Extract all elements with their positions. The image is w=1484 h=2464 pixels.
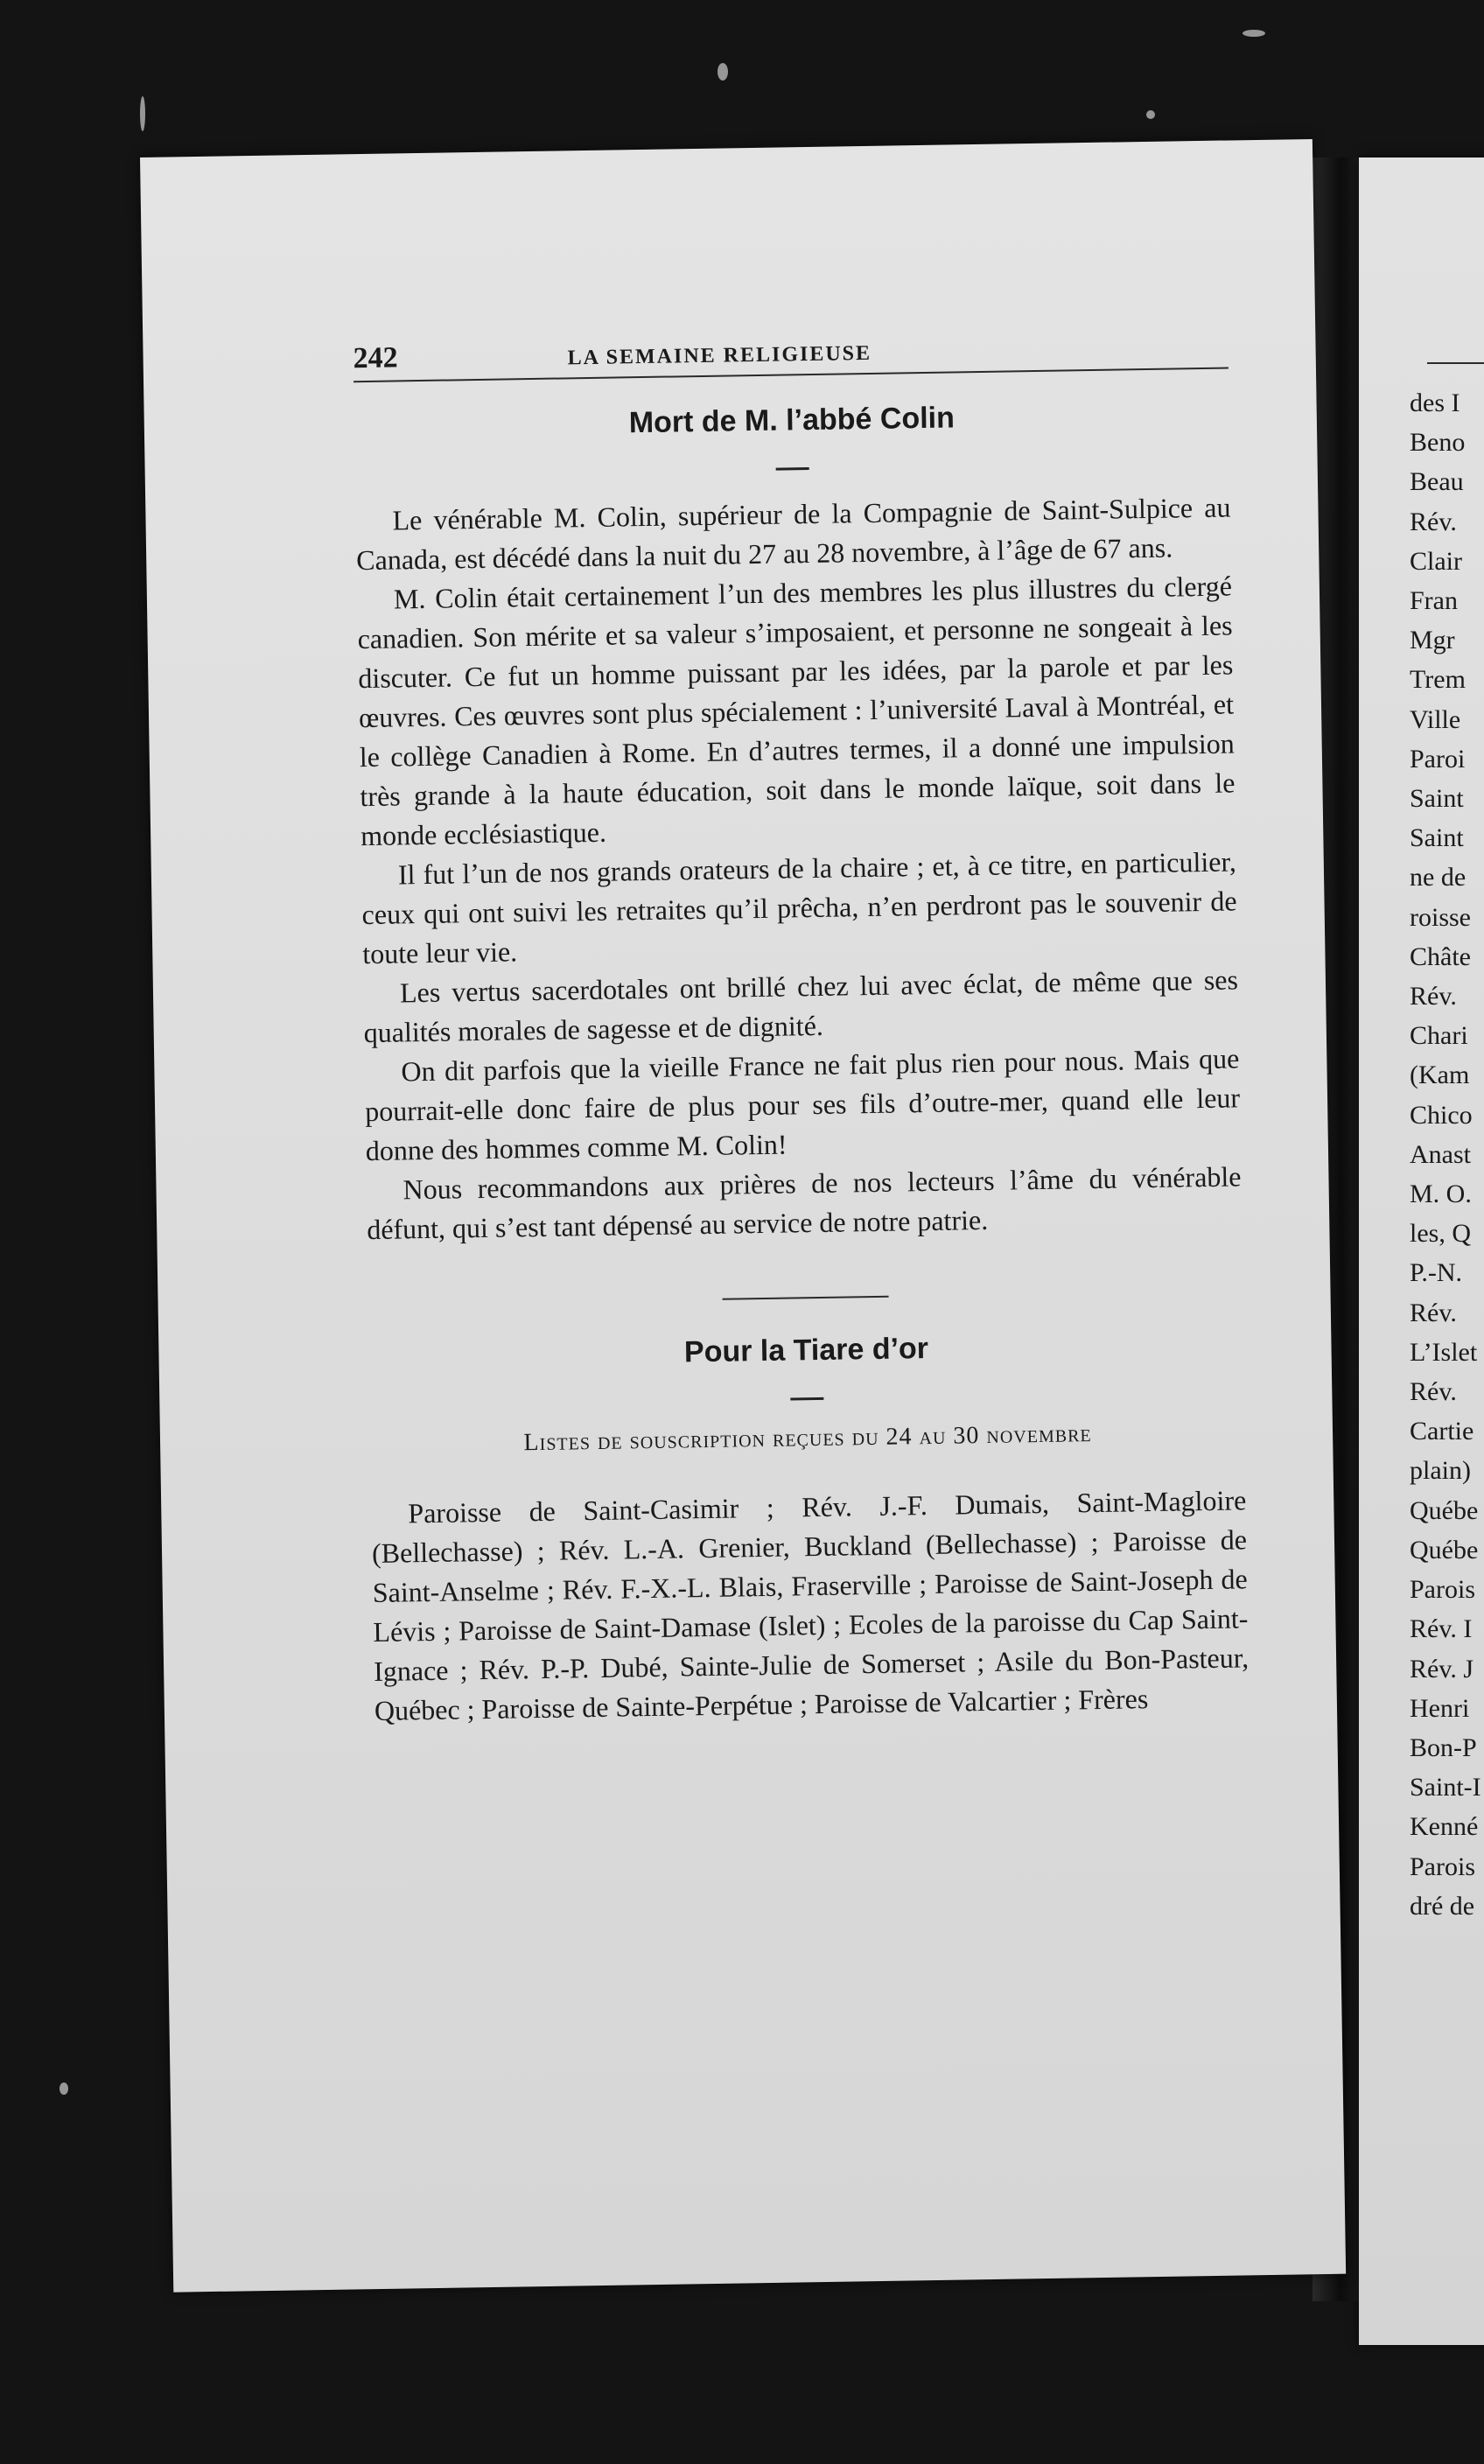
- book-page: [140, 139, 1346, 2292]
- film-speck: [1146, 110, 1155, 119]
- facing-page-line: Anast: [1410, 1139, 1471, 1169]
- facing-page-line: (Kam: [1410, 1060, 1470, 1090]
- facing-page-line: Rév.: [1410, 982, 1457, 1012]
- facing-page-line: Québe: [1410, 1495, 1479, 1525]
- facing-page-line: Beno: [1410, 428, 1466, 458]
- facing-page-line: plain): [1410, 1456, 1471, 1486]
- facing-page-line: Chari: [1410, 1021, 1468, 1051]
- article-title: Mort de M. l’abbé Colin: [628, 401, 956, 440]
- facing-page-line: Kenné: [1410, 1812, 1479, 1842]
- title-rule: [776, 467, 809, 471]
- facing-page-line: Ville: [1410, 704, 1461, 734]
- facing-page-line: L’Islet: [1410, 1337, 1478, 1367]
- film-speck: [140, 96, 145, 131]
- section-divider: [723, 1296, 889, 1300]
- facing-page-line: Chico: [1410, 1100, 1473, 1130]
- facing-page-line: Clair: [1410, 546, 1462, 576]
- facing-page-line: Beau: [1410, 467, 1464, 497]
- article-paragraph: Nous recommandons aux prières de nos lecteurs l’âme du vénérable défunt, qui s’est tant dépensé au service de notre patrie.: [366, 1160, 1242, 1246]
- facing-page-line: Rév. J: [1410, 1654, 1474, 1684]
- facing-page-line: Châte: [1410, 942, 1471, 971]
- facing-page-line: ne de: [1410, 863, 1466, 892]
- facing-page-line: Saint: [1410, 823, 1464, 853]
- facing-page-line: Rév. I: [1410, 1614, 1473, 1644]
- article-paragraph: Le vénérable M. Colin, supérieur de la Compagnie de Saint-Sulpice au Canada, est décédé dans la nuit du 27 au 28 novembre, à l’âge de 67 ans.: [355, 491, 1231, 577]
- film-speck: [718, 63, 728, 80]
- page-number: 242: [353, 341, 398, 375]
- article-paragraph: M. Colin était certainement l’un des membres les plus illustres du clergé canadien. Son mérite et sa valeur s’imposaient, et personne ne songeait à les discuter. Ce fut un homme puissant par les idées, par la parole et par les œuvres. Ces œuvres sont plus spécialement : l’université Laval à Montréal, et le collège Canadien à Rome. En d’autres termes, il a donné une impulsion très grande à la haute éducation, soit dans le monde laïque, soit dans le monde ecclésiastique.: [357, 570, 1236, 852]
- facing-page-line: Paroi: [1410, 744, 1466, 774]
- title-rule: [790, 1397, 823, 1401]
- page-content: [353, 328, 1250, 1731]
- facing-page-line: Rév.: [1410, 1298, 1457, 1327]
- article-paragraph: Les vertus sacerdotales ont brillé chez lui avec éclat, de même que ses qualités morales de sagesse et de dignité.: [363, 963, 1239, 1049]
- subscription-list: Paroisse de Saint-Casimir ; Rév. J.-F. Dumais, Saint-Magloire (Bellechasse) ; Rév. L.-A. Grenier, Buckland (Bellechasse) ; Paroisse de Saint-Anselme ; Rév. F.-X.-L. Blais, Fraserville ; Paroisse de Saint-Joseph de Lévis ; Paroisse de Saint-Damase (Islet) ; Ecoles de la paroisse du Cap Saint-Ignace ; Rév. P.-P. Dubé, Sainte-Julie de Somerset ; Asile du Bon-Pasteur, Québec ; Paroisse de Sainte-Perpétue ; Paroisse de Valcartier ; Frères: [371, 1484, 1250, 1727]
- facing-page-line: Cartie: [1410, 1417, 1474, 1446]
- facing-page-text: [1410, 383, 1481, 1926]
- facing-page-line: Saint: [1410, 784, 1464, 814]
- facing-page-line: P.-N.: [1410, 1258, 1463, 1288]
- facing-page-line: Parois: [1410, 1852, 1475, 1881]
- facing-page: [1359, 158, 1484, 2345]
- facing-page-line: Fran: [1410, 586, 1458, 616]
- facing-page-line: Saint-I: [1410, 1773, 1481, 1802]
- list-heading: Listes de souscription reçues du 24 au 30 novembre: [523, 1420, 1092, 1457]
- facing-page-rule: [1427, 362, 1484, 364]
- facing-page-line: Rév.: [1410, 1377, 1457, 1407]
- article-paragraph: Il fut l’un de nos grands orateurs de la chaire ; et, à ce titre, en particulier, ceux qui ont suivi les retraites qu’il prêcha, n’en perdront pas le souvenir de toute leur vie.: [361, 845, 1237, 970]
- facing-page-line: Henri: [1410, 1693, 1470, 1723]
- facing-page-line: les, Q: [1410, 1219, 1471, 1249]
- film-speck: [60, 2082, 68, 2095]
- facing-page-line: Rév.: [1410, 507, 1457, 536]
- journal-title: LA SEMAINE RELIGIEUSE: [567, 341, 872, 370]
- facing-page-line: des I: [1410, 388, 1460, 417]
- facing-page-line: M. O.: [1410, 1180, 1472, 1209]
- facing-page-line: Mgr: [1410, 626, 1455, 655]
- facing-page-line: roisse: [1410, 902, 1471, 932]
- article-paragraph: On dit parfois que la vieille France ne fait plus rien pour nous. Mais que pourrait-elle donc faire de plus pour ses fils d’outre-mer, quand elle leur donne des hommes comme M. Colin!: [364, 1042, 1241, 1167]
- running-head: [353, 328, 1228, 382]
- facing-page-line: Trem: [1410, 665, 1466, 695]
- facing-page-line: Parois: [1410, 1575, 1475, 1605]
- facing-page-line: dré de: [1410, 1891, 1475, 1921]
- article-title: Pour la Tiare d’or: [683, 1332, 929, 1369]
- film-speck: [1242, 30, 1265, 37]
- facing-page-line: Québe: [1410, 1535, 1479, 1564]
- facing-page-line: Bon-P: [1410, 1732, 1477, 1762]
